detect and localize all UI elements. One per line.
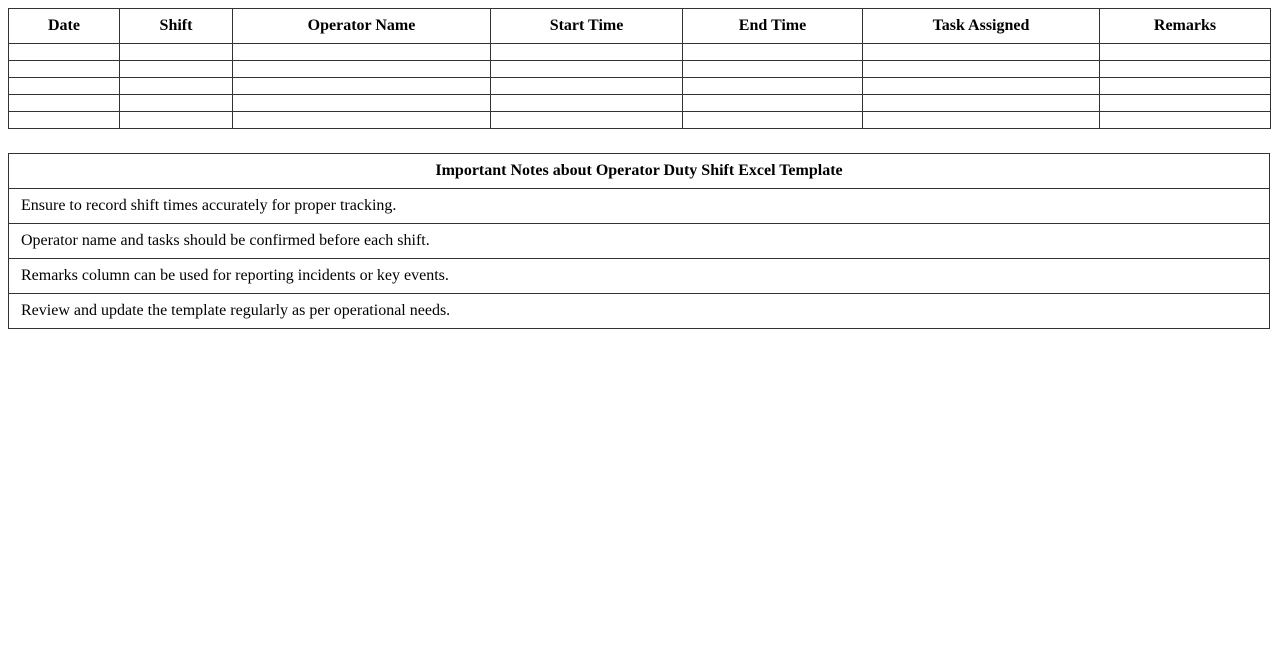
- column-header-end-time: End Time: [683, 9, 863, 44]
- notes-header-row: [9, 154, 1270, 189]
- cell-end-time[interactable]: [683, 61, 863, 78]
- cell-start-time[interactable]: [491, 95, 683, 112]
- cell-date[interactable]: [9, 112, 120, 129]
- cell-task-assigned[interactable]: [863, 61, 1100, 78]
- cell-task-assigned[interactable]: [863, 44, 1100, 61]
- table-row: [9, 78, 1271, 95]
- cell-date[interactable]: [9, 78, 120, 95]
- cell-end-time[interactable]: [683, 112, 863, 129]
- notes-title: Important Notes about Operator Duty Shift Excel Template: [9, 154, 1270, 189]
- cell-shift[interactable]: [120, 112, 233, 129]
- cell-task-assigned[interactable]: [863, 78, 1100, 95]
- table-row: [9, 95, 1271, 112]
- cell-shift[interactable]: [120, 78, 233, 95]
- note-row: [9, 224, 1270, 259]
- important-notes-table: [8, 153, 1270, 329]
- note-row: [9, 294, 1270, 329]
- table-row: [9, 61, 1271, 78]
- table-row: [9, 44, 1271, 61]
- note-item: Remarks column can be used for reporting incidents or key events.: [9, 259, 1270, 294]
- note-item: Review and update the template regularly as per operational needs.: [9, 294, 1270, 329]
- table-row: [9, 112, 1271, 129]
- column-header-date: Date: [9, 9, 120, 44]
- cell-operator-name[interactable]: [233, 95, 491, 112]
- cell-start-time[interactable]: [491, 78, 683, 95]
- cell-end-time[interactable]: [683, 44, 863, 61]
- cell-operator-name[interactable]: [233, 61, 491, 78]
- header-row: [9, 9, 1271, 44]
- cell-task-assigned[interactable]: [863, 95, 1100, 112]
- cell-date[interactable]: [9, 44, 120, 61]
- cell-shift[interactable]: [120, 61, 233, 78]
- column-header-task-assigned: Task Assigned: [863, 9, 1100, 44]
- cell-date[interactable]: [9, 95, 120, 112]
- column-header-shift: Shift: [120, 9, 233, 44]
- column-header-remarks: Remarks: [1100, 9, 1271, 44]
- cell-operator-name[interactable]: [233, 112, 491, 129]
- note-row: [9, 259, 1270, 294]
- note-item: Operator name and tasks should be confirmed before each shift.: [9, 224, 1270, 259]
- cell-remarks[interactable]: [1100, 78, 1271, 95]
- cell-shift[interactable]: [120, 95, 233, 112]
- cell-remarks[interactable]: [1100, 44, 1271, 61]
- cell-date[interactable]: [9, 61, 120, 78]
- cell-end-time[interactable]: [683, 78, 863, 95]
- cell-shift[interactable]: [120, 44, 233, 61]
- operator-shift-table: [8, 8, 1271, 129]
- note-row: [9, 189, 1270, 224]
- column-header-operator-name: Operator Name: [233, 9, 491, 44]
- cell-end-time[interactable]: [683, 95, 863, 112]
- cell-remarks[interactable]: [1100, 61, 1271, 78]
- column-header-start-time: Start Time: [491, 9, 683, 44]
- cell-operator-name[interactable]: [233, 78, 491, 95]
- cell-start-time[interactable]: [491, 44, 683, 61]
- cell-remarks[interactable]: [1100, 95, 1271, 112]
- cell-operator-name[interactable]: [233, 44, 491, 61]
- cell-start-time[interactable]: [491, 61, 683, 78]
- cell-remarks[interactable]: [1100, 112, 1271, 129]
- cell-start-time[interactable]: [491, 112, 683, 129]
- cell-task-assigned[interactable]: [863, 112, 1100, 129]
- note-item: Ensure to record shift times accurately for proper tracking.: [9, 189, 1270, 224]
